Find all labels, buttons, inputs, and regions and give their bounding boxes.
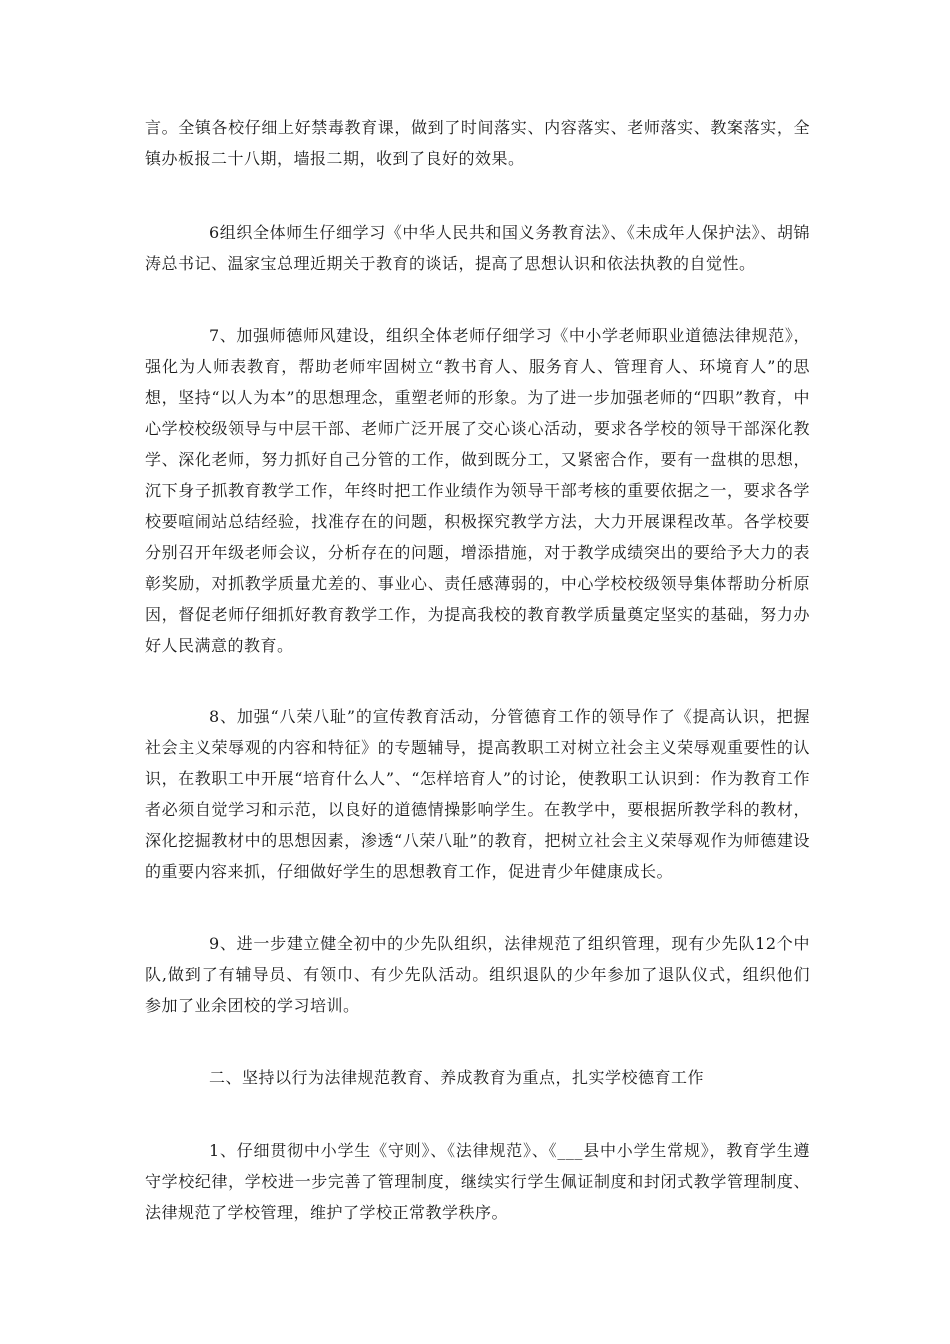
paragraph-item-6: 6组织全体师生仔细学习《中华人民共和国义务教育法》、《未成年人保护法》、胡锦涛总书记、温家宝总理近期关于教育的谈话，提高了思想认识和依法执教的自觉性。 xyxy=(145,223,810,273)
paragraph-item-8: 8、加强“八荣八耻”的宣传教育活动，分管德育工作的领导作了《提高认识，把握社会主义荣辱观的内容和特征》的专题辅导，提高教职工对树立社会主义荣辱观重要性的认识，在教职工中开展“培育什么人”、“怎样培育人”的讨论，使教职工认识到：作为教育工作者必须自觉学习和示范，以良好的道德情操影响学生。在教学中，要根据所教学科的教材，深化挖掘教材中的思想因素，渗透“八荣八耻”的教育，把树立社会主义荣辱观作为师德建设的重要内容来抓，仔细做好学生的思想教育工作，促进青少年健康成长。 xyxy=(145,707,810,881)
paragraph-item-9: 9、进一步建立健全初中的少先队组织，法律规范了组织管理，现有少先队12个中队,做到了有辅导员、有领巾、有少先队活动。组织退队的少年参加了退队仪式，组织他们参加了业余团校的学习培训。 xyxy=(145,934,810,1015)
paragraph-continuation: 言。全镇各校仔细上好禁毒教育课，做到了时间落实、内容落实、老师落实、教案落实，全镇办板报二十八期，墙报二期，收到了良好的效果。 xyxy=(145,118,810,168)
document-body xyxy=(145,112,810,1228)
paragraph-section2-item-1: 1、仔细贯彻中小学生《守则》、《法律规范》、《___县中小学生常规》，教育学生遵守学校纪律，学校进一步完善了管理制度，继续实行学生佩证制度和封闭式教学管理制度、法律规范了学校管理，维护了学校正常教学秩序。 xyxy=(145,1141,810,1222)
paragraph-item-7: 7、加强师德师风建设，组织全体老师仔细学习《中小学老师职业道德法律规范》，强化为人师表教育，帮助老师牢固树立“教书育人、服务育人、管理育人、环境育人”的思想，坚持“以人为本”的思想理念，重塑老师的形象。为了进一步加强老师的“四职”教育，中心学校校级领导与中层干部、老师广泛开展了交心谈心活动，要求各学校的领导干部深化教学、深化老师，努力抓好自己分管的工作，做到既分工，又紧密合作，要有一盘棋的思想，沉下身子抓教育教学工作，年终时把工作业绩作为领导干部考核的重要依据之一，要求各学校要喧闹站总结经验，找准存在的问题，积极探究教学方法，大力开展课程改革。各学校要分别召开年级老师会议，分析存在的问题，增添措施，对于教学成绩突出的要给予大力的表彰奖励，对抓教学质量尤差的、事业心、责任感薄弱的，中心学校校级领导集体帮助分析原因，督促老师仔细抓好教育教学工作，为提高我校的教育教学质量奠定坚实的基础，努力办好人民满意的教育。 xyxy=(145,326,810,655)
section-heading-2: 二、坚持以行为法律规范教育、养成教育为重点，扎实学校德育工作 xyxy=(209,1068,705,1087)
